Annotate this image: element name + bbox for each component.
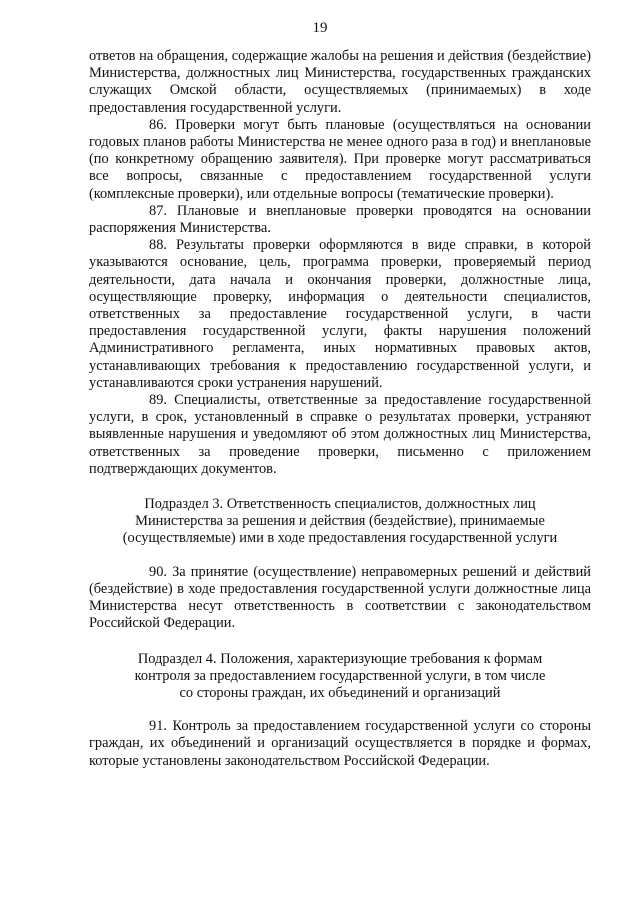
paragraph-89: 89. Специалисты, ответственные за предоставление государственной услуги, в срок, установленный в справке о результатах проверки, устраняют выявленные нарушения и уведомляют об этом должностных лиц Министерства, ответственных за проведение проверки, письменно с приложением подтверждающих документов. — [89, 392, 591, 477]
paragraph-91: 91. Контроль за предоставлением государственной услуги со стороны граждан, их объединений и организаций осуществляется в порядке и формах, которые установлены законодательством Российской Федерации. — [89, 718, 591, 769]
document-body — [89, 48, 591, 770]
subsection-4-heading — [89, 651, 591, 703]
heading-line: со стороны граждан, их объединений и организаций — [179, 684, 501, 701]
paragraph-86: 86. Проверки могут быть плановые (осуществляться на основании годовых планов работы Министерства не менее одного раза в год) и внеплановые (по конкретному обращению заявителя). При проверке могут рассматриваться все вопросы, связанные с предоставлением государственной услуги (комплексные проверки), или отдельные вопросы (тематические проверки). — [89, 116, 591, 202]
paragraph-88: 88. Результаты проверки оформляются в виде справки, в которой указываются основание, цель, программа проверки, проверяемый период деятельности, дата начала и окончания проверки, должностные лица, осуществляющие проверку, информация о деятельности специалистов, ответственных за предоставление государственной услуги, в части предоставления государственной услуги, факты нарушения положений Административного регламента, иных нормативных правовых актов, устанавливающих требования к предоставлению государственной услуги, и устанавливаются сроки устранения нарушений. — [89, 237, 591, 391]
heading-line: Подраздел 4. Положения, характеризующие требования к формам — [137, 650, 543, 667]
paragraph-90: 90. За принятие (осуществление) неправомерных решений и действий (бездействие) в ходе предоставления государственной услуги должностные лица Министерства несут ответственность в соответствии с законодательством Российской Федерации. — [89, 563, 591, 632]
paragraph-continuation: ответов на обращения, содержащие жалобы на решения и действия (бездействие) Министерства, должностных лиц Министерства, государственных гражданских служащих Омской области, осуществляемых (принимаемых) в ходе предоставления государственной услуги. — [89, 48, 591, 116]
heading-line: (осуществляемые) ими в ходе предоставления государственной услуги — [122, 530, 558, 547]
subsection-3-heading — [89, 496, 591, 548]
heading-line: Министерства за решения и действия (бездействие), принимаемые — [135, 513, 545, 530]
paragraph-87: 87. Плановые и внеплановые проверки проводятся на основании распоряжения Министерства. — [89, 202, 591, 237]
top-paragraphs — [89, 48, 591, 478]
heading-line: Подраздел 3. Ответственность специалистов, должностных лиц — [144, 496, 536, 513]
page-number: 19 — [312, 20, 328, 36]
heading-line: контроля за предоставлением государственной услуги, в том числе — [134, 667, 546, 684]
